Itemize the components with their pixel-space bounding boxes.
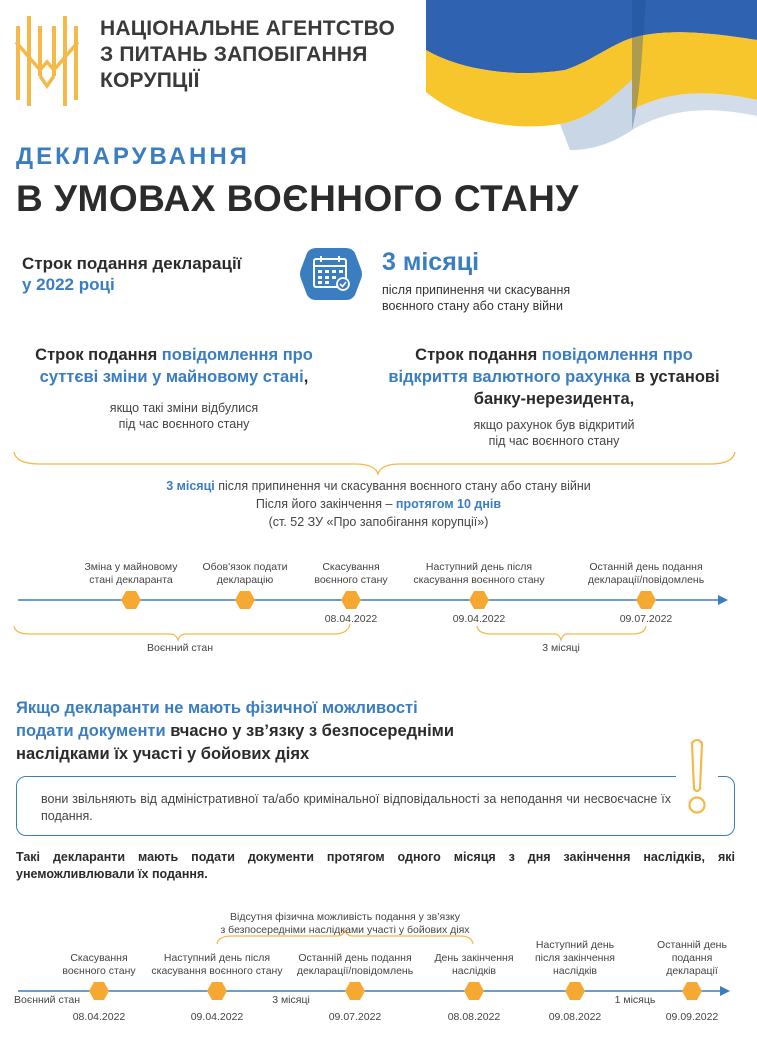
timeline-1-event-label-line: скасування воєнного стану xyxy=(413,574,545,586)
timeline-2-event-date: 09.09.2022 xyxy=(665,1011,719,1023)
common-term-highlight: 3 місяці xyxy=(166,479,215,493)
timeline-2-event-label-line: декларації xyxy=(666,965,718,977)
timeline-1-event-label-line: стані декларанта xyxy=(89,574,173,586)
left-head-highlight1: повідомлення про xyxy=(161,346,313,364)
timeline-2-event-label-line: подання xyxy=(671,952,713,964)
gap-three-months: 3 місяці xyxy=(272,994,310,1006)
left-note-line1: якщо такі зміни відбулися xyxy=(109,401,259,415)
timeline-1-event-label-line: декларації/повідомлень xyxy=(587,574,705,586)
term-2022-note-line1: після припинення чи скасування xyxy=(382,283,571,297)
notice-text: вони звільняють від адміністративної та/або кримінальної відповідальності за неподання чи несвоєчасне їх подання. xyxy=(41,792,671,823)
timeline-1-event-label-line: Обов'язок подати xyxy=(202,561,288,573)
timeline-2-event-date: 09.04.2022 xyxy=(190,1011,244,1023)
timeline-2-event-label-line: після закінчення xyxy=(535,952,615,964)
timeline-2-event-label xyxy=(617,939,757,978)
timeline-2-marker xyxy=(345,982,365,1000)
section-2-highlight-line1: Якщо декларанти не мають фізичної можливості xyxy=(16,699,418,717)
timeline-2-marker xyxy=(565,982,585,1000)
timeline-2-event-date: 09.07.2022 xyxy=(328,1011,382,1023)
org-line-3: КОРУПЦІЇ xyxy=(100,69,200,92)
org-line-2: З ПИТАНЬ ЗАПОБІГАННЯ xyxy=(100,43,368,66)
timeline-1-event-label-line: Останній день подання xyxy=(589,561,703,573)
section-2-line3: наслідками їх участі у бойових діях xyxy=(16,745,310,763)
timeline-2-event-date: 09.08.2022 xyxy=(548,1011,602,1023)
org-line-1: НАЦІОНАЛЬНЕ АГЕНТСТВО xyxy=(100,17,395,40)
no-possibility-bracket-label xyxy=(195,911,495,937)
timeline-2-marker xyxy=(464,982,484,1000)
war-period-label: Воєнний стан xyxy=(146,642,214,654)
timeline-2-marker xyxy=(682,982,702,1000)
gap-one-month: 1 місяць xyxy=(614,994,656,1006)
right-head-highlight1: повідомлення про xyxy=(541,346,693,364)
three-months-label: 3 місяці xyxy=(542,642,580,654)
term-2022-label-line1: Строк подання декларації xyxy=(22,254,242,273)
timeline-2-event-label-line: Наступний день після xyxy=(163,952,271,964)
timeline-2-event-label-line: День закінчення xyxy=(434,952,514,964)
timeline-1-event-date: 08.04.2022 xyxy=(324,613,378,625)
common-term-law-reference: (ст. 52 ЗУ «Про запобігання корупції») xyxy=(268,515,489,529)
left-note-line2: під час воєнного стану xyxy=(118,417,250,431)
timeline-2-event-label-line: наслідків xyxy=(452,965,496,977)
timeline-1-event-date: 09.04.2022 xyxy=(452,613,506,625)
timeline-1-event-label-line: декларацію xyxy=(216,574,274,586)
right-head-highlight2: відкриття валютного рахунка xyxy=(388,368,631,386)
timeline-2-event-label-line: скасування воєнного стану xyxy=(151,965,283,977)
deadline-paragraph: Такі декларанти мають подати документи протягом одного місяця з дня закінчення наслідків, які унеможливлювали їх подання. xyxy=(16,850,735,881)
timeline-2-event-label-line: Наступний день xyxy=(535,939,615,951)
timeline-2-marker xyxy=(89,982,109,1000)
page-title: В УМОВАХ ВОЄННОГО СТАНУ xyxy=(16,178,579,219)
timeline-1-event-label-line: воєнного стану xyxy=(314,574,388,586)
timeline-2-event-label-line: Скасування xyxy=(70,952,128,964)
timeline-1-event-label-line: Наступний день після xyxy=(425,561,533,573)
timeline-2-event-label-line: Останній день подання xyxy=(298,952,412,964)
timeline-2-event-label-line: наслідків xyxy=(553,965,597,977)
common-term-line2: Після його закінчення – xyxy=(255,497,396,511)
no-possibility-line1: Відсутня фізична можливість подання у зв’язку xyxy=(230,911,460,923)
left-head-highlight2: суттєві зміни у майновому стані xyxy=(39,368,304,386)
no-possibility-line2: з безпосередніми наслідками участі у бойових діях xyxy=(220,924,470,936)
right-note-line2: під час воєнного стану xyxy=(488,434,620,448)
timeline-2-event-label-line: Останній день xyxy=(657,939,727,951)
left-head-part1: Строк подання xyxy=(35,346,162,364)
term-2022-value: 3 місяці xyxy=(382,248,480,276)
term-2022-label-line2: у 2022 році xyxy=(22,275,115,294)
war-state-start-label: Воєнний стан xyxy=(14,994,81,1006)
right-note-line1: якщо рахунок був відкритий xyxy=(473,418,635,432)
section-2-highlight-line2: подати документи xyxy=(16,722,166,740)
timeline-2-event-date: 08.08.2022 xyxy=(447,1011,501,1023)
timeline-1-event-label-line: Зміна у майновому xyxy=(84,561,178,573)
timeline-1-event-label-line: Скасування xyxy=(322,561,380,573)
timeline-2-event-label xyxy=(142,952,292,978)
subtitle: ДЕКЛАРУВАННЯ xyxy=(16,143,250,170)
right-head-part1: Строк подання xyxy=(415,346,542,364)
timeline-1-event-date: 09.07.2022 xyxy=(619,613,673,625)
common-term-line1: після припинення чи скасування воєнного стану або стану війни xyxy=(214,479,591,493)
left-head-part2: , xyxy=(303,368,309,386)
right-head-part2: в установі xyxy=(630,368,720,386)
timeline-2-marker xyxy=(207,982,227,1000)
timeline-2-event-label-line: декларації/повідомлень xyxy=(296,965,414,977)
section-2-line2-rest: вчасно у зв’язку з безпосередніми xyxy=(165,722,455,740)
term-2022-note-line2: воєнного стану або стану війни xyxy=(382,299,563,313)
timeline-2-event-label-line: воєнного стану xyxy=(62,965,136,977)
right-head-line3: банку-нерезидента, xyxy=(473,390,635,408)
common-term-10-days: протягом 10 днів xyxy=(395,497,502,511)
timeline-2-event-date: 08.04.2022 xyxy=(72,1011,126,1023)
